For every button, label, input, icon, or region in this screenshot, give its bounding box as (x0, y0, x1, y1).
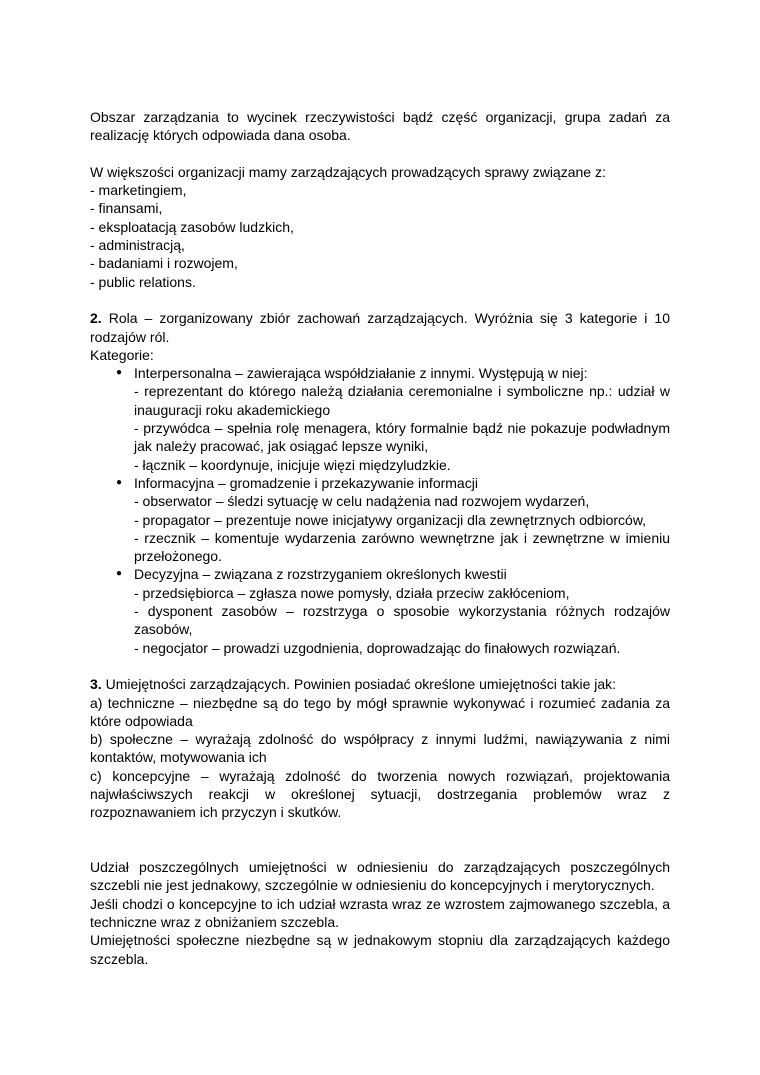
category-title: Interpersonalna – zawierająca współdziałanie z innymi. Występują w niej: (134, 365, 588, 382)
spacer (90, 840, 670, 858)
category-item (90, 474, 670, 565)
spacer (90, 822, 670, 840)
role-item: - przedsiębiorca – zgłasza nowe pomysły, działa przeciw zakłóceniom, (134, 584, 570, 601)
categories-list (90, 364, 670, 657)
section-3-heading (90, 675, 670, 693)
spacer (90, 145, 670, 163)
role-item: - rzecznik – komentuje wydarzenia zarówno wewnętrzne jak i zewnętrzne w imieniu przełożonego. (134, 529, 670, 565)
category-item (90, 565, 670, 656)
spacer (90, 291, 670, 309)
area-item: - eksploatacją zasobów ludzkich, (90, 218, 294, 235)
skill-item: c) koncepcyjne – wyrażają zdolność do tworzenia nowych rozwiązań, projektowania najwłaściwszych reakcji w określonej sytuacji, dostrzegania problemów wraz z rozpoznawaniem ich przyczyn i skutków. (90, 767, 670, 821)
role-item: - łącznik – koordynuje, inicjuje więzi międzyludzkie. (134, 456, 451, 473)
role-item: - dysponent zasobów – rozstrzyga o sposobie wykorzystania różnych rodzajów zasobów, (134, 603, 670, 638)
category-title: Decyzyjna – związana z rozstrzyganiem określonych kwestii (134, 566, 507, 583)
bullet-icon: ● (116, 367, 123, 379)
spacer (90, 657, 670, 675)
document-page (90, 108, 670, 968)
bullet-icon: ● (116, 476, 123, 488)
area-item: - public relations. (90, 273, 196, 290)
section-2-text: Rola – zorganizowany zbiór zachowań zarządzających. Wyróżnia się 3 kategorie i 10 rodzajów ról. (90, 310, 670, 345)
role-item: - negocjator – prowadzi uzgodnienia, doprowadzając do finałowych rozwiązań. (134, 639, 621, 656)
category-item (90, 364, 670, 474)
area-item: - administracją, (90, 237, 185, 254)
role-item: - reprezentant do którego należą działania ceremonialne i symboliczne np.: udział w inauguracji roku akademickiego (134, 383, 670, 418)
area-item: - marketingiem, (90, 182, 187, 199)
section-number: 3. (90, 676, 102, 693)
section-number: 2. (90, 310, 102, 327)
role-item: - propagator – prezentuje nowe inicjatywy organizacji dla zewnętrznych odbiorców, (134, 511, 647, 528)
section-2-heading (90, 309, 670, 346)
skill-item: b) społeczne – wyrażają zdolność do współpracy z innymi ludźmi, nawiązywania z nimi kontaktów, motywowania ich (90, 731, 670, 766)
areas-lead: W większości organizacji mamy zarządzających prowadzących sprawy związane z: (90, 163, 606, 180)
skill-item: a) techniczne – niezbędne są do tego by mógł sprawnie wykonywać i rozumieć zadania za które odpowiada (90, 694, 670, 729)
closing-paragraph: Udział poszczególnych umiejętności w odniesieniu do zarządzających poszczególnych szczebli nie jest jednakowy, szczególnie w odniesieniu do koncepcyjnych i merytorycznych. (90, 859, 670, 894)
bullet-icon: ● (116, 568, 123, 580)
role-item: - przywódca – spełnia rolę menagera, który formalnie bądź nie pokazuje podwładnym jak należy pracować, jak osiągać lepsze wyniki, (134, 420, 670, 455)
closing-paragraph: Jeśli chodzi o koncepcyjne to ich udział wzrasta wraz ze wzrostem zajmowanego szczebla, a techniczne wraz z obniżaniem szczebla. (90, 895, 670, 931)
closing-paragraph: Umiejętności społeczne niezbędne są w jednakowym stopniu dla zarządzających każdego szczebla. (90, 932, 670, 967)
area-item: - finansami, (90, 200, 163, 217)
section-3-text: Umiejętności zarządzających. Powinien posiadać określone umiejętności takie jak: (101, 676, 617, 693)
categories-label: Kategorie: (90, 346, 154, 363)
category-title: Informacyjna – gromadzenie i przekazywanie informacji (134, 474, 478, 491)
area-item: - badaniami i rozwojem, (90, 255, 238, 272)
role-item: - obserwator – śledzi sytuację w celu nadążenia nad rozwojem wydarzeń, (134, 493, 590, 510)
intro-paragraph: Obszar zarządzania to wycinek rzeczywistości bądź część organizacji, grupa zadań za realizację których odpowiada dana osoba. (90, 109, 670, 144)
